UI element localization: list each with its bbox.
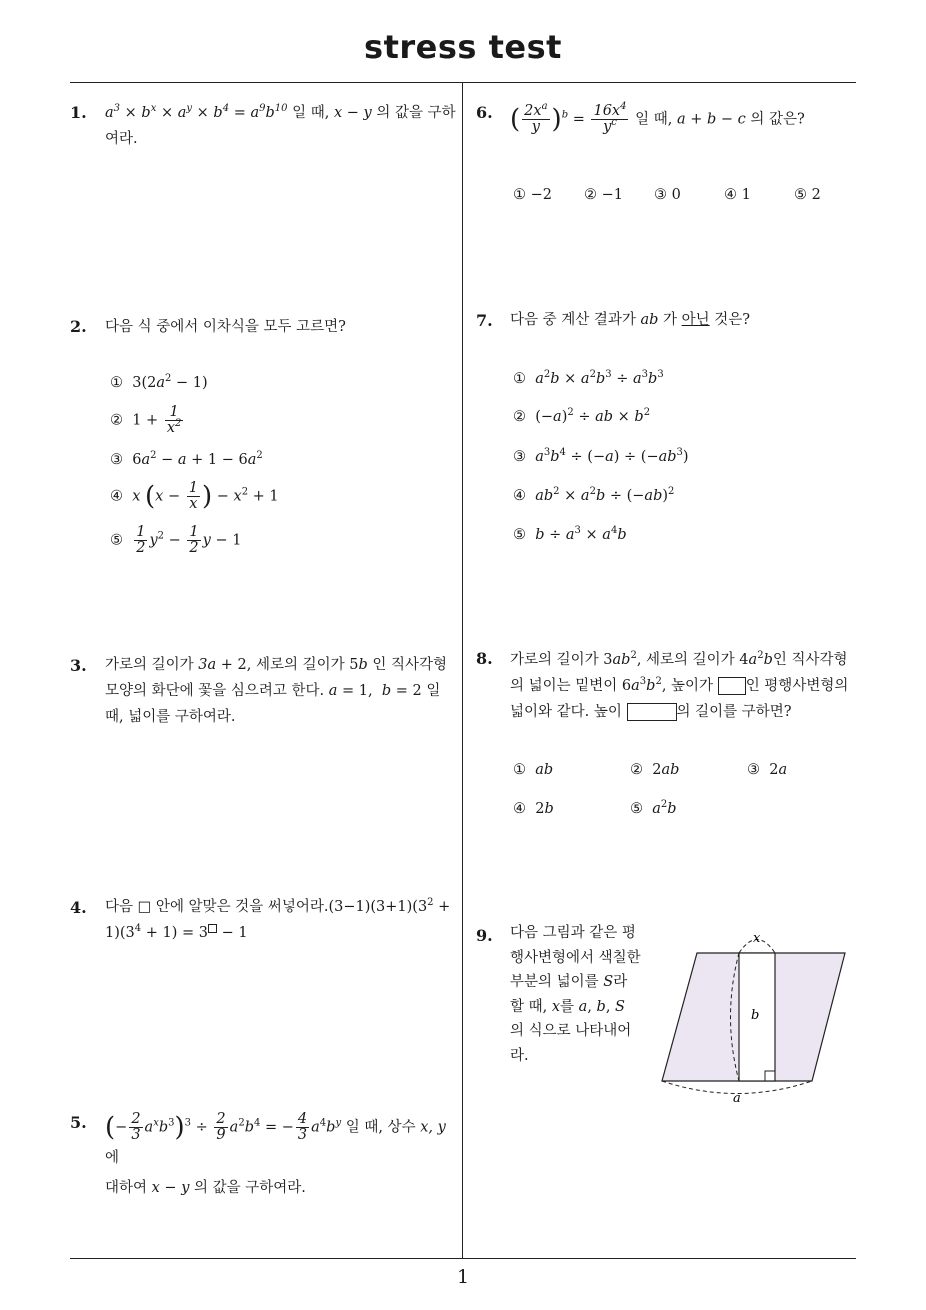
- question-6-number: 6.: [476, 103, 493, 122]
- question-6: ( $\frac{2x^a}{y}$ )$^b$ = $\frac{16x^4}{y^c}$ 일 때, a + b − c 의 값은?: [510, 101, 805, 135]
- q2-option-5[interactable]: ⑤ $\frac{1}{2}$ $y^2$ − $\frac{1}{2}$ y − 1: [110, 524, 242, 556]
- bottom-rule: [70, 1258, 856, 1259]
- q6-option-4[interactable]: ④ 1: [724, 187, 751, 203]
- label-b: b: [751, 1008, 760, 1023]
- question-9: 다음 그림과 같은 평 행사변형에서 색칠한 부분의 넓이를 S라 할 때, x를 a, b, S 의 식으로 나타내어 라.: [510, 925, 641, 1064]
- q8-option-4[interactable]: ④ 2b: [513, 801, 554, 817]
- q8-option-1[interactable]: ① ab: [513, 762, 554, 778]
- q2-option-1[interactable]: ① $3(2a^2 - 1)$: [110, 373, 208, 391]
- column-divider: [462, 83, 463, 1259]
- question-3-number: 3.: [70, 656, 87, 675]
- label-a: a: [733, 1091, 741, 1106]
- q6-option-3[interactable]: ③ 0: [654, 187, 681, 203]
- blank-box-2: [627, 703, 677, 721]
- question-7-number: 7.: [476, 311, 493, 330]
- question-2: 다음 식 중에서 이차식을 모두 고르면?: [105, 319, 346, 335]
- q8-option-5[interactable]: ⑤ $a^2b$: [630, 799, 677, 817]
- blank-box-1: [718, 677, 746, 695]
- page-title: stress test: [364, 28, 562, 66]
- question-5-number: 5.: [70, 1113, 87, 1132]
- top-rule: [70, 82, 856, 83]
- question-4: 다음 □ 안에 알맞은 것을 써넣어라$.(3-1)(3+1)(3^2$ + $1)(3^4 + 1) = 3 - 1$: [105, 897, 451, 941]
- q7-option-1[interactable]: ① $a^2b \times a^2b^3 \div a^3b^3$: [513, 369, 664, 387]
- q6-option-2[interactable]: ② −1: [584, 187, 623, 203]
- q8-option-2[interactable]: ② 2ab: [630, 762, 680, 778]
- q7-option-2[interactable]: ② $(-a)^2$ ÷ ab × $b^2$: [513, 407, 651, 425]
- question-8-number: 8.: [476, 649, 493, 668]
- question-3: 가로의 길이가 3a + 2, 세로의 길이가 5b 인 직사각형 모양의 화단에 꽃을 심으려고 한다. a = 1, b = 2 일 때, 넓이를 구하여라.: [105, 657, 448, 725]
- page-number: 1: [456, 1266, 470, 1288]
- question-8: 가로의 길이가 $3ab^2$, 세로의 길이가 $4a^2b$인 직사각형 의 넓이는 밑변이 $6a^3b^2$, 높이가 인 평행사변형의 넓이와 같다. 높이 의 길이를 구하면?: [510, 650, 849, 720]
- q6-option-1[interactable]: ① −2: [513, 187, 552, 203]
- q2-option-3[interactable]: ③ $6a^2 - a + 1 - 6a^2$: [110, 450, 263, 468]
- question-1: $a^3 \times b^x \times a^y \times b^4 = a^9b^{10}$ 일 때, x − y 의 값을 구하 여라.: [105, 103, 456, 147]
- q7-option-4[interactable]: ④ $ab^2 \times a^2b \div (-ab)^2$: [513, 486, 675, 504]
- q7-option-5[interactable]: ⑤ $b \div a^3 \times a^4b$: [513, 525, 627, 543]
- parallelogram-figure: [650, 928, 860, 1108]
- question-9-number: 9.: [476, 926, 493, 945]
- q7-option-3[interactable]: ③ $a^3b^4 \div (-a) \div (-ab^3)$: [513, 447, 689, 465]
- question-2-number: 2.: [70, 317, 87, 336]
- q2-option-2[interactable]: ② 1 + $\frac{1}{x^2}$: [110, 404, 182, 436]
- q6-option-5[interactable]: ⑤ 2: [794, 187, 821, 203]
- question-7: 다음 중 계산 결과가 ab 가 아닌 것은?: [510, 312, 751, 328]
- q2-option-4[interactable]: ④ x (x − $\frac{1}{x}$ ) − $x^2 + 1$: [110, 480, 279, 512]
- q8-option-3[interactable]: ③ 2a: [747, 762, 788, 778]
- question-4-number: 4.: [70, 898, 87, 917]
- question-5: (− $\frac{2}{3}$ $a^xb^3)^3$ ÷ $\frac{2}{9}$ $a^2b^4$ = − $\frac{4}{3}$ $a^4b^y$ 일 때, 상수 x, y 에 대하여 x − y 의 값을 구하여라.: [105, 1111, 446, 1196]
- question-1-number: 1.: [70, 103, 87, 122]
- label-x: x: [753, 931, 761, 946]
